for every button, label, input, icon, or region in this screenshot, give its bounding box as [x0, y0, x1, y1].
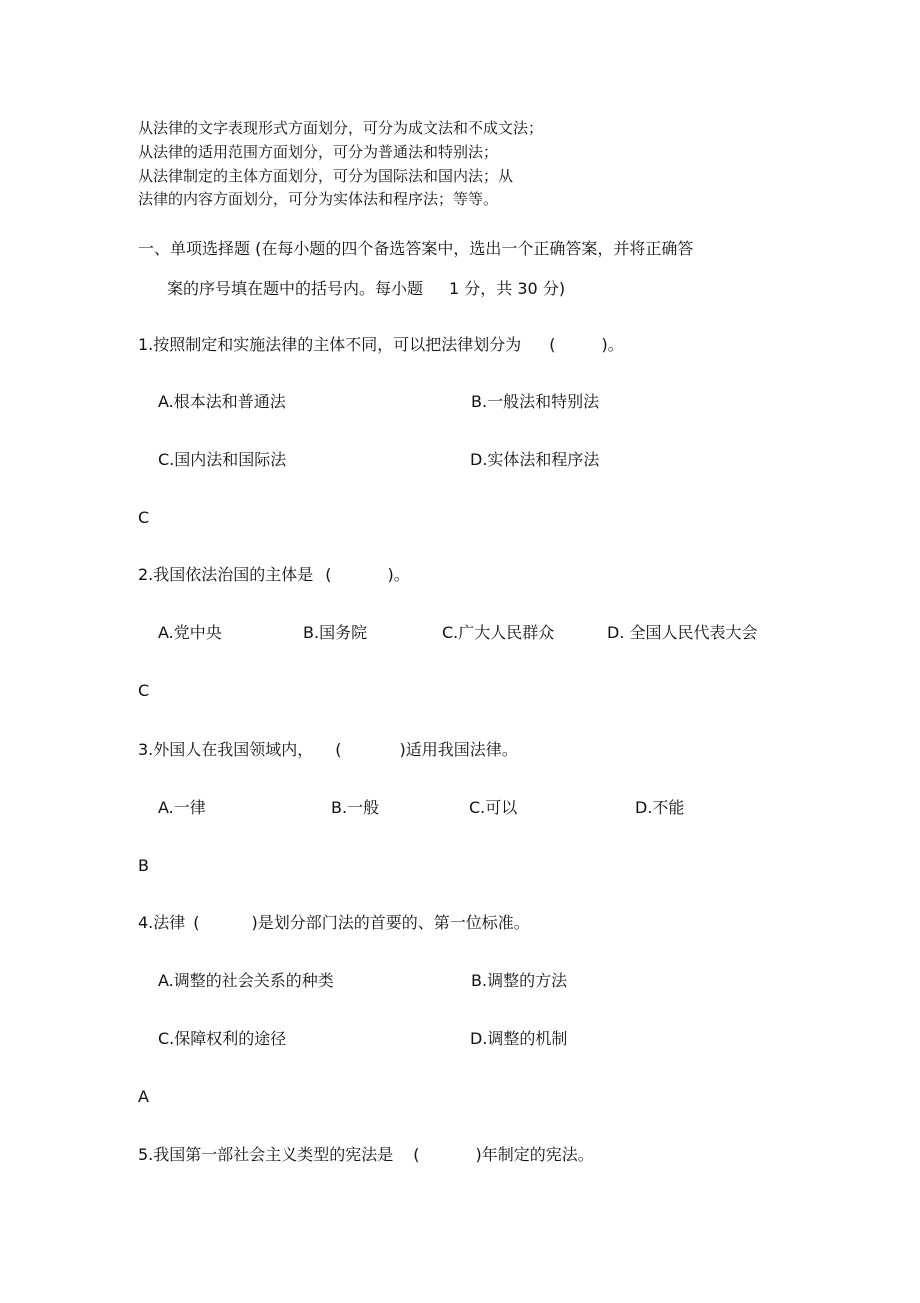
- question-3-option-c: C.可以: [469, 798, 518, 817]
- question-5-stem: [138, 1145, 594, 1165]
- answer-paren-open: (: [193, 913, 200, 932]
- answer-paren-close: )。: [387, 565, 410, 584]
- question-1-option-a: A.根本法和普通法: [158, 392, 286, 411]
- answer-paren-open: (: [549, 335, 556, 354]
- question-stem-text: 2.我国依法治国的主体是: [138, 565, 314, 584]
- question-4-stem: [138, 913, 530, 933]
- section-heading-line-1: 一、单项选择题 (在每小题的四个备选答案中，选出一个正确答案，并将正确答: [138, 239, 694, 258]
- question-2-stem: [138, 565, 410, 585]
- answer-paren-open: (: [413, 1145, 420, 1164]
- intro-line-1: 从法律的文字表现形式方面划分，可分为成文法和不成文法；: [138, 119, 544, 137]
- question-3-option-b: B.一般: [331, 798, 380, 817]
- question-2-answer: C: [138, 681, 150, 700]
- question-stem-text: 1.按照制定和实施法律的主体不同，可以把法律划分为: [138, 335, 522, 354]
- question-2-option-a: A.党中央: [158, 623, 222, 642]
- question-1-answer: C: [138, 508, 150, 527]
- question-1-stem: [138, 335, 624, 355]
- question-4-option-d: D.调整的机制: [470, 1029, 568, 1048]
- answer-paren-open: (: [335, 740, 342, 759]
- question-4-option-b: B.调整的方法: [471, 971, 568, 990]
- question-2-option-d: D. 全国人民代表大会: [607, 623, 758, 642]
- question-stem-text: 5.我国第一部社会主义类型的宪法是: [138, 1145, 394, 1164]
- question-2-option-b: B.国务院: [303, 623, 368, 642]
- question-3-answer: B: [138, 856, 149, 875]
- section-heading-line-2: [167, 279, 565, 299]
- answer-paren-open: (: [325, 565, 332, 584]
- question-3-option-d: D.不能: [635, 798, 685, 817]
- question-stem-text: 3.外国人在我国领域内，: [138, 740, 314, 759]
- question-4-option-a: A.调整的社会关系的种类: [158, 971, 334, 990]
- answer-paren-close: )。: [601, 335, 624, 354]
- section-score-text: 1 分，共 30 分): [449, 279, 566, 298]
- question-3-option-a: A.一律: [158, 798, 206, 817]
- intro-line-2: 从法律的适用范围方面划分，可分为普通法和特别法；: [138, 143, 499, 161]
- question-3-stem: [138, 740, 518, 760]
- question-4-answer: A: [138, 1087, 149, 1106]
- section-heading-text: 案的序号填在题中的括号内。每小题: [167, 279, 424, 298]
- question-2-option-c: C.广大人民群众: [442, 623, 555, 642]
- question-1-option-c: C.国内法和国际法: [158, 450, 287, 469]
- answer-paren-close: )适用我国法律。: [399, 740, 518, 759]
- question-1-option-b: B.一般法和特别法: [471, 392, 600, 411]
- answer-paren-close: )年制定的宪法。: [475, 1145, 594, 1164]
- intro-line-3: 从法律制定的主体方面划分，可分为国际法和国内法；从: [138, 167, 514, 185]
- question-1-option-d: D.实体法和程序法: [470, 450, 600, 469]
- question-4-option-c: C.保障权利的途径: [158, 1029, 287, 1048]
- answer-paren-close: )是划分部门法的首要的、第一位标准。: [251, 913, 530, 932]
- intro-line-4: 法律的内容方面划分，可分为实体法和程序法；等等。: [138, 190, 499, 208]
- question-stem-text: 4.法律: [138, 913, 186, 932]
